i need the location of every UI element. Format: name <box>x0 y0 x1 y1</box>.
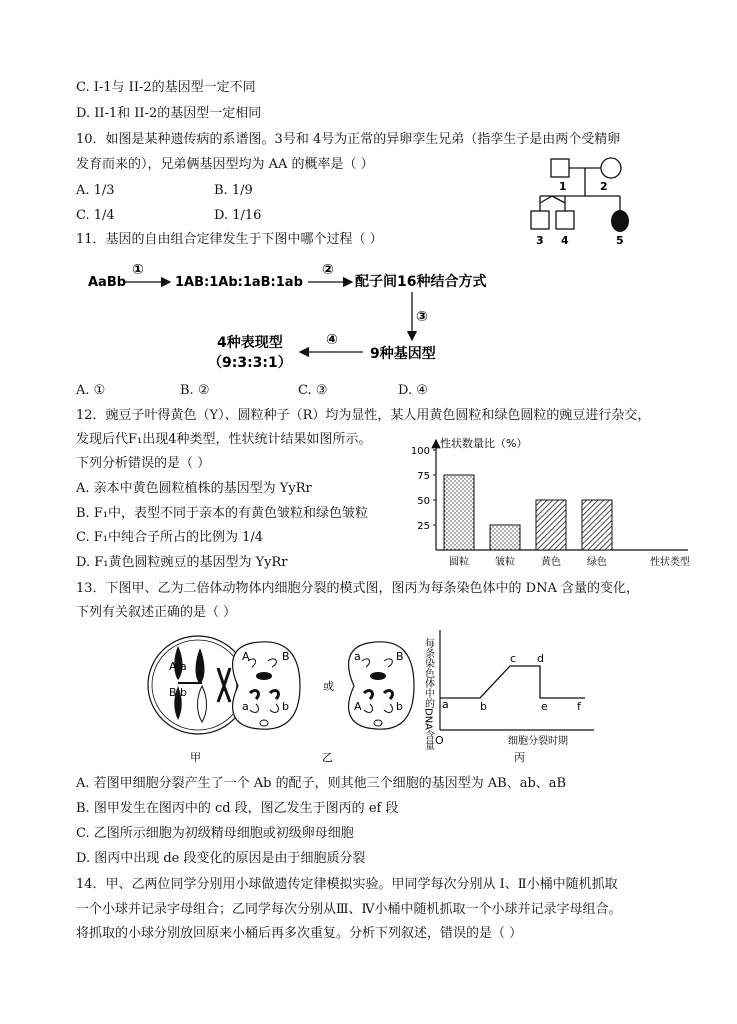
chart-x-label: 性状类型 <box>650 557 690 568</box>
q10-option-a: A. 1/3 <box>76 183 115 198</box>
flow-phen-ratio: （9:3:3:1） <box>208 355 292 371</box>
svg-text:A: A <box>354 700 362 713</box>
q13-option-c: C. 乙图所示细胞为初级精母细胞或初级卵母细胞 <box>76 826 354 841</box>
flow-step-4: ④ <box>326 332 338 348</box>
q10-stem-1: 10．如图是某种遗传病的系谱图。3号和 4号为正常的异卵孪生兄弟（指孪生子是由两个受精卵 <box>76 132 621 147</box>
cell-bing-caption: 丙 <box>514 751 525 764</box>
pedigree-label-4: 4 <box>561 234 569 247</box>
pedigree-male-3 <box>531 211 549 229</box>
q13-option-d: D. 图丙中出现 de 段变化的原因是由于细胞质分裂 <box>76 851 366 866</box>
bar-3 <box>582 500 612 550</box>
svg-text:a: a <box>180 660 187 673</box>
svg-text:b: b <box>480 700 487 713</box>
bar-1 <box>490 525 520 550</box>
flow-step-1: ① <box>132 262 144 278</box>
svg-text:a: a <box>442 698 449 711</box>
q14-stem-2: 一个小球并记录字母组合；乙同学每次分别从Ⅲ、Ⅳ小桶中随机抓取一个小球并记录字母组合。 <box>76 902 622 917</box>
q13-option-b: B. 图甲发生在图丙中的 cd 段，图乙发生于图丙的 ef 段 <box>76 801 399 816</box>
y-tick-label: 50 <box>417 496 430 507</box>
q9-option-d: D. II-1和 II-2的基因型一定相同 <box>76 106 262 121</box>
q14-stem-3: 将抓取的小球分别放回原来小桶后再多次重复。分析下列叙述，错误的是（ ） <box>76 926 523 941</box>
q12-option-b: B. F₁中，表型不同于亲本的有黄色皱粒和绿色皱粒 <box>76 506 369 521</box>
flow-genotypes: 9种基因型 <box>370 346 436 362</box>
q12-option-d: D. F₁黄色圆粒豌豆的基因型为 YyRr <box>76 555 288 570</box>
svg-text:d: d <box>537 652 544 665</box>
x-tick-label: 圆粒 <box>449 557 469 568</box>
q13-option-a: A. 若图甲细胞分裂产生了一个 Ab 的配子，则其他三个细胞的基因型为 AB、ab、aB <box>76 776 567 791</box>
q11-option-c: C. ③ <box>298 383 328 398</box>
q10-option-d: D. 1/16 <box>214 208 262 223</box>
svg-text:b: b <box>180 686 187 699</box>
q12-bar-chart <box>398 428 698 573</box>
or-text: 或 <box>323 680 334 693</box>
svg-text:B: B <box>282 650 290 663</box>
svg-text:e: e <box>541 700 548 713</box>
q11-option-d: D. ④ <box>398 383 428 398</box>
flow-start: AaBb <box>88 275 127 290</box>
q14-stem-1: 14．甲、乙两位同学分别用小球做遗传定律模拟实验。甲同学每次分别从 Ⅰ、Ⅱ小桶中随机抓取 <box>76 877 618 892</box>
q11-option-b: B. ② <box>180 383 210 398</box>
pedigree-label-3: 3 <box>536 234 544 247</box>
svg-text:a: a <box>242 700 249 713</box>
flow-phenotypes: 4种表现型 <box>217 335 283 351</box>
svg-text:f: f <box>577 700 581 713</box>
svg-text:B: B <box>396 650 404 663</box>
q11-option-a: A. ① <box>76 383 106 398</box>
y-tick-label: 100 <box>410 446 430 457</box>
svg-text:c: c <box>510 652 517 665</box>
pedigree-female-2 <box>601 158 621 178</box>
svg-text:b: b <box>282 700 289 713</box>
q13-stem-2: 下列有关叙述正确的是（ ） <box>76 605 237 620</box>
pedigree-diagram <box>515 156 635 248</box>
pedigree-label-5: 5 <box>616 234 624 247</box>
q10-stem-2: 发育而来的），兄弟俩基因型均为 AA 的概率是（ ） <box>76 157 374 172</box>
x-tick-label: 绿色 <box>587 557 607 568</box>
y-tick-label: 75 <box>417 471 430 482</box>
q12-option-c: C. F₁中纯合子所占的比例为 1/4 <box>76 530 264 545</box>
bar-2 <box>536 500 566 550</box>
q10-option-c: C. 1/4 <box>76 208 115 223</box>
svg-text:a: a <box>354 650 361 663</box>
bing-y-label: 每条染色体中的DNA含量 <box>422 638 434 751</box>
svg-text:A: A <box>169 660 177 673</box>
q12-stem-3: 下列分析错误的是（ ） <box>76 456 211 471</box>
y-tick-label: 25 <box>417 521 430 532</box>
chart-y-label: 性状数量比（%） <box>440 437 528 450</box>
q12-option-a: A. 亲本中黄色圆粒植株的基因型为 YyRr <box>76 481 312 496</box>
pedigree-affected-female-5 <box>611 210 629 232</box>
x-tick-label: 皱粒 <box>495 557 515 568</box>
pedigree-label-2: 2 <box>600 180 608 193</box>
svg-text:A: A <box>242 650 250 663</box>
cell-yi-2 <box>349 642 414 729</box>
pedigree-label-1: 1 <box>559 180 567 193</box>
cell-yi-1 <box>233 642 300 729</box>
chart-bing <box>423 630 595 764</box>
pedigree-male-1 <box>551 159 569 177</box>
svg-text:O: O <box>435 734 444 747</box>
bing-x-label: 细胞分裂时期 <box>508 736 568 747</box>
q13-cell-diagrams <box>140 628 600 768</box>
cell-yi-caption: 乙 <box>322 751 333 764</box>
bar-0 <box>444 475 474 550</box>
flow-combos: 配子间16种结合方式 <box>355 274 487 290</box>
flow-step-3: ③ <box>416 309 428 325</box>
q9-option-c: C. I-1与 II-2的基因型一定不同 <box>76 80 256 95</box>
q11-stem: 11．基因的自由组合定律发生于下图中哪个过程（ ） <box>76 232 383 247</box>
q10-option-b: B. 1/9 <box>214 183 253 198</box>
pedigree-male-4 <box>556 211 574 229</box>
x-tick-label: 黄色 <box>541 557 561 568</box>
flow-step-2: ② <box>322 262 334 278</box>
q12-stem-2: 发现后代F₁出现4种类型，性状统计结果如图所示。 <box>76 432 372 447</box>
q12-stem-1: 12．豌豆子叶得黄色（Y）、圆粒种子（R）均为显性，某人用黄色圆粒和绿色圆粒的豌豆进行杂交， <box>76 408 651 423</box>
svg-text:b: b <box>396 700 403 713</box>
svg-text:B: B <box>169 686 177 699</box>
cell-jia-caption: 甲 <box>190 751 201 764</box>
q13-stem-1: 13．下图甲、乙为二倍体动物体内细胞分裂的模式图，图丙为每条染色体中的 DNA 含量的变化， <box>76 581 639 596</box>
q11-flow-diagram <box>80 255 520 380</box>
flow-ratio: 1AB:1Ab:1aB:1ab <box>175 275 303 290</box>
